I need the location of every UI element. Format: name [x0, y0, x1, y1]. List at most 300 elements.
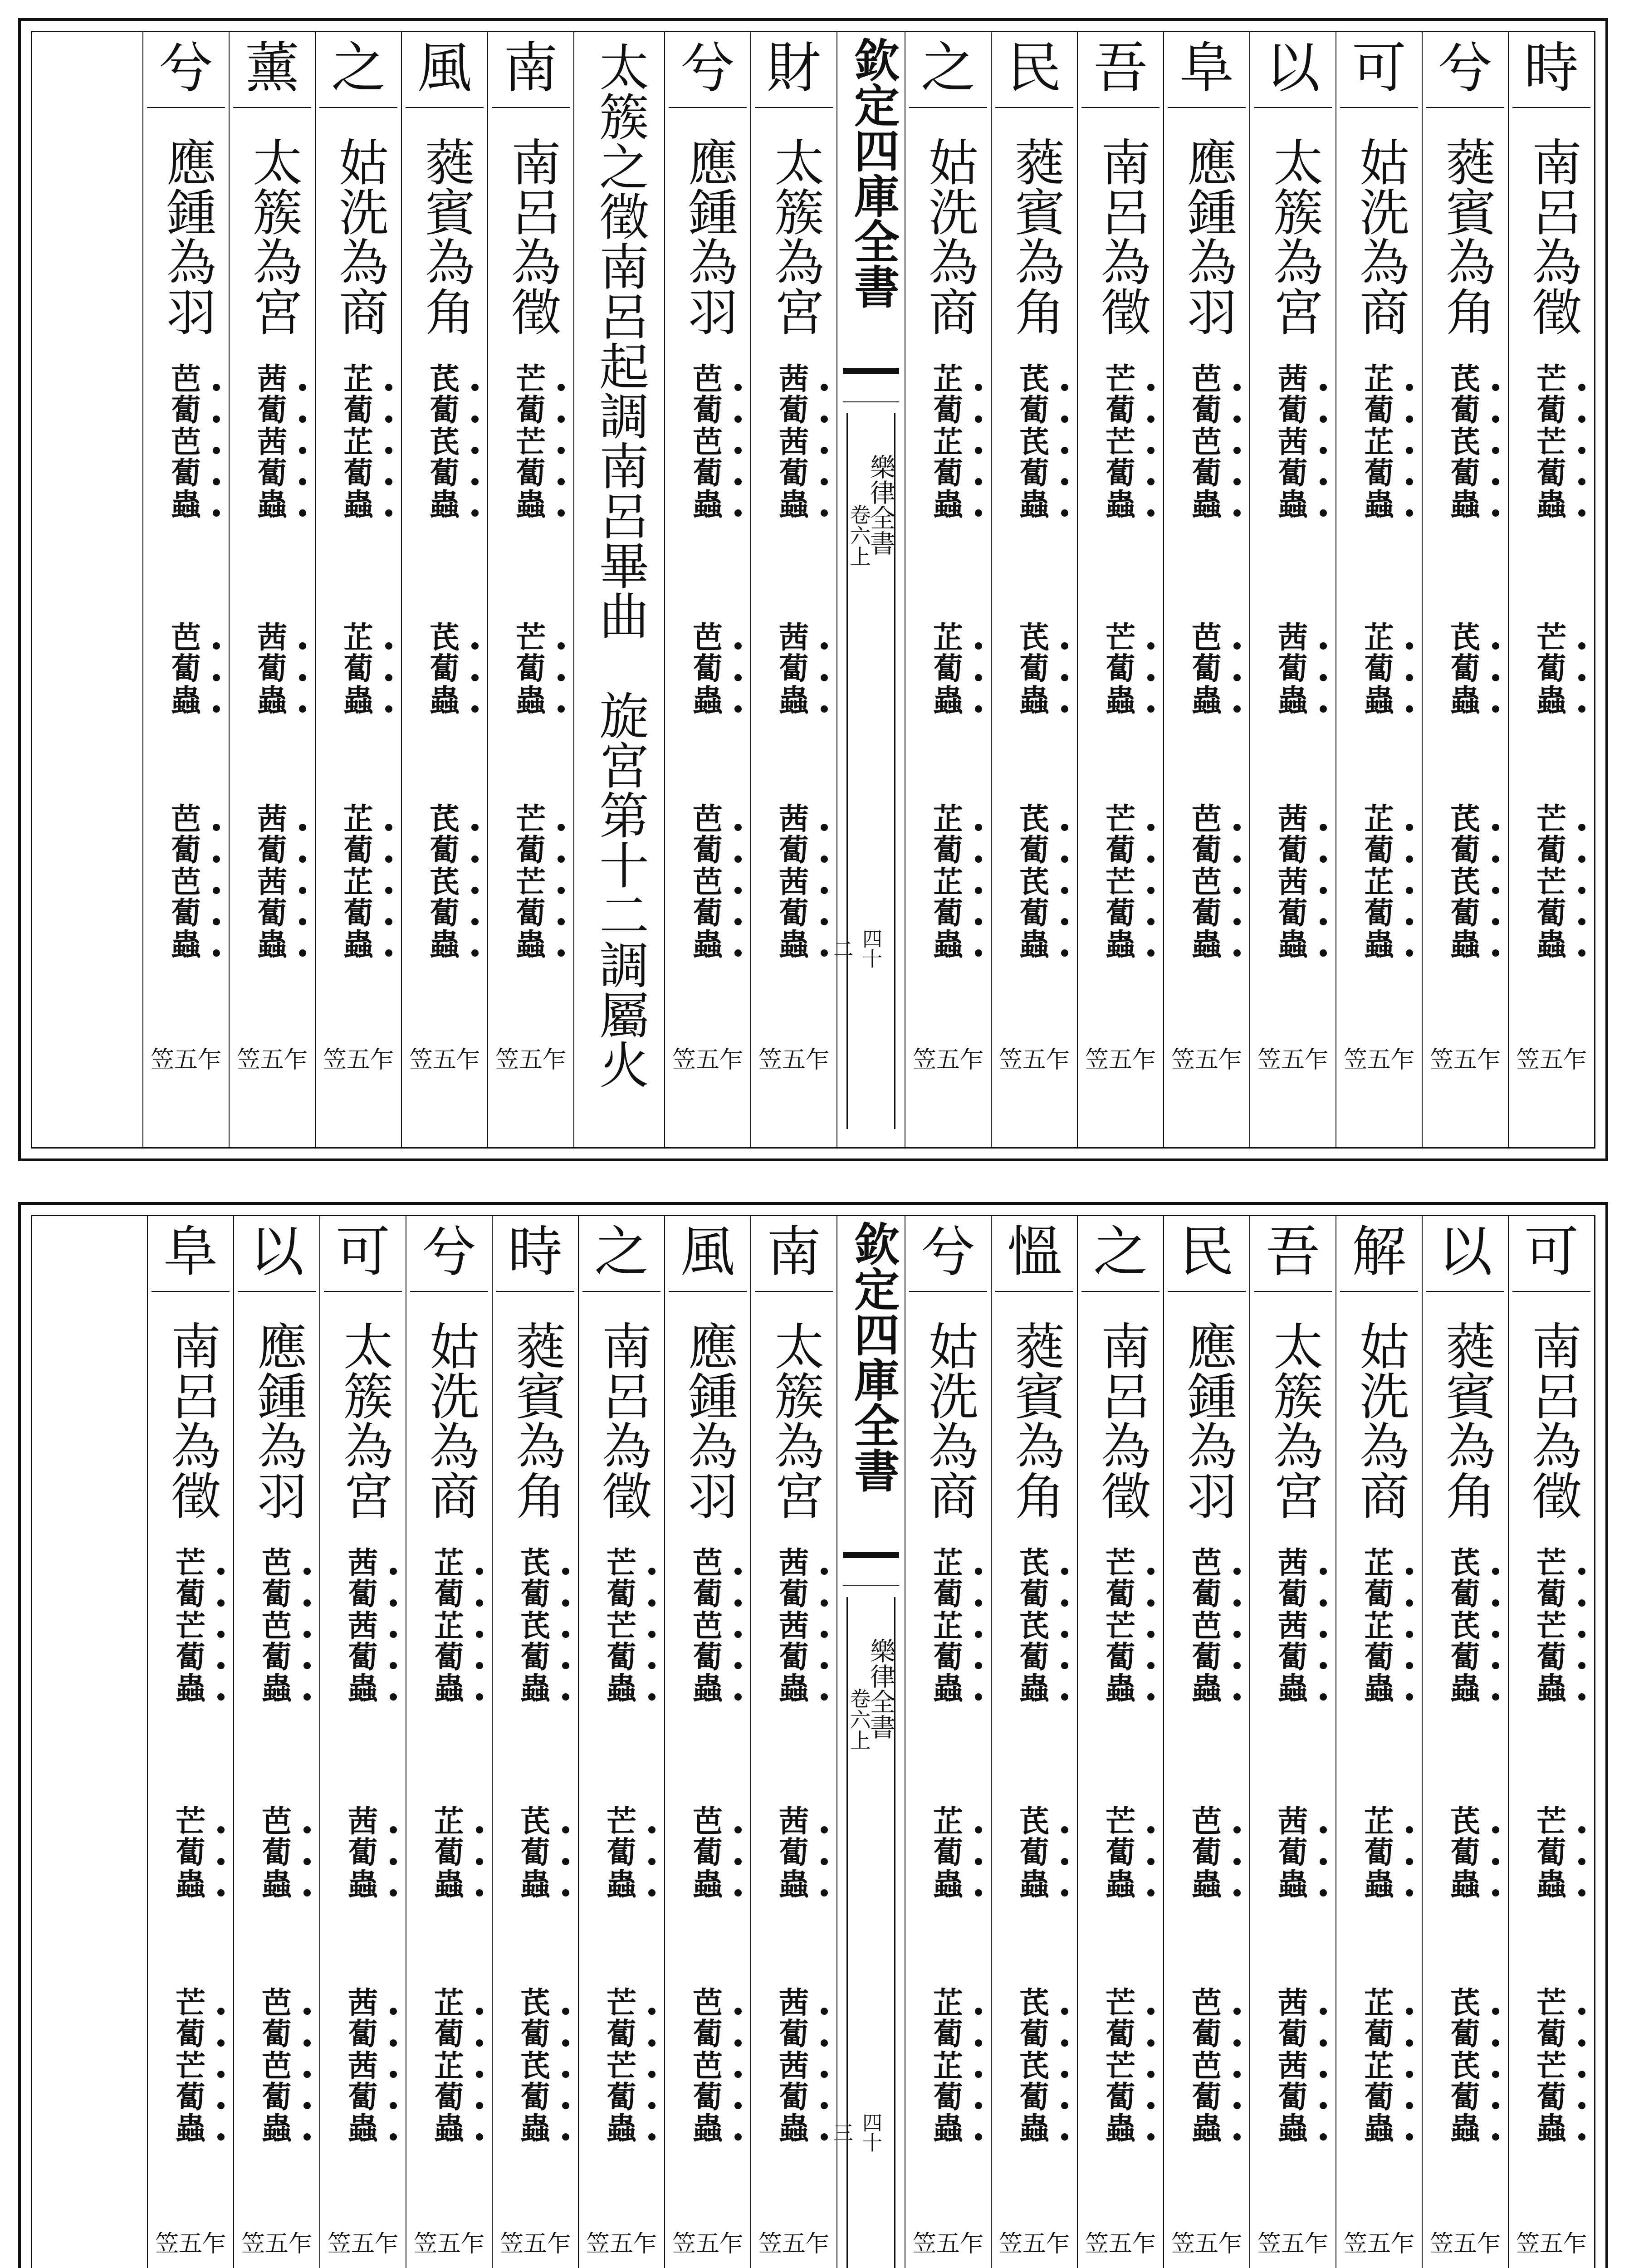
- notation-glyph: 芭: [1180, 1987, 1233, 2019]
- beat-dot: [1492, 642, 1499, 650]
- music-column: [1508, 1216, 1594, 2268]
- notation-glyph: 蔔: [1180, 835, 1233, 866]
- scale-degree-label: 應鍾為羽: [249, 1320, 307, 1520]
- notation-glyph: 蔔: [245, 898, 299, 929]
- music-column: [1163, 1216, 1249, 2268]
- lyric-character: 吾: [1266, 1221, 1320, 1284]
- beat-dot: [975, 1568, 982, 1575]
- beat-dot: [385, 642, 392, 650]
- notation-group: [143, 361, 229, 523]
- beat-dot: [1406, 415, 1413, 423]
- beat-dot: [1492, 1599, 1499, 1607]
- lyric-divider: [582, 1291, 660, 1292]
- notation-glyph: 蟲: [1180, 685, 1233, 716]
- notation-glyph: 蔔: [1180, 395, 1233, 426]
- notation-glyph: 芪: [1008, 866, 1061, 898]
- beat-dot: [471, 705, 479, 713]
- beat-dot: [975, 1599, 982, 1607]
- notation-group: [230, 801, 315, 963]
- notation-group: [320, 1987, 406, 2144]
- beat-dot: [1320, 1568, 1327, 1575]
- beat-dot: [975, 918, 982, 925]
- notation-glyph: 蟲: [1266, 2113, 1320, 2144]
- notation-glyph: 蟲: [1525, 2113, 1578, 2144]
- notation-glyph: 蔔: [1094, 653, 1147, 684]
- notation-group: [1078, 622, 1163, 716]
- notation-glyph: 蔔: [418, 458, 471, 489]
- notation-glyph: 蔔: [1008, 653, 1061, 684]
- notation-glyph: 蔔: [422, 2082, 476, 2113]
- notation-glyph: 蔔: [1525, 835, 1578, 866]
- beat-dot: [471, 447, 479, 454]
- music-column: [1249, 1216, 1336, 2268]
- notation-glyph: 蔔: [1438, 458, 1492, 489]
- music-column: [406, 1216, 492, 2268]
- scale-degree-label: 蕤賓為角: [1438, 1320, 1496, 1520]
- notation-glyph: 蔔: [504, 898, 558, 929]
- beat-dot: [1406, 949, 1413, 957]
- notation-glyph: 蔔: [164, 1579, 217, 1610]
- beat-dot: [1233, 509, 1241, 517]
- notation-glyph: 茜: [1266, 363, 1320, 395]
- beat-dot: [217, 1662, 225, 1669]
- notation-glyph: 蔔: [1525, 1579, 1578, 1610]
- beat-dot: [213, 642, 220, 650]
- lyric-divider: [147, 107, 225, 108]
- lyric-divider: [1081, 1291, 1159, 1292]
- notation-group: [665, 1806, 750, 1900]
- notation-group: [488, 801, 573, 963]
- beat-dot: [1233, 887, 1241, 894]
- notation-glyph: 蔔: [1008, 395, 1061, 426]
- beat-dot: [1492, 415, 1499, 423]
- notation-glyph: 芪: [1008, 803, 1061, 835]
- notation-glyph: 蔔: [159, 395, 213, 426]
- beat-dot: [1578, 918, 1585, 925]
- beat-dot: [1320, 887, 1327, 894]
- beat-dot: [821, 509, 828, 517]
- notation-glyph: 芭: [681, 1547, 734, 1579]
- notation-glyph: 蟲: [1266, 1673, 1320, 1704]
- lyric-divider: [1168, 1291, 1246, 1292]
- notation-glyph: 芭: [681, 803, 734, 835]
- notation-glyph: 茜: [767, 803, 821, 835]
- notation-glyph: 芪: [509, 1547, 562, 1579]
- notation-glyph: 蟲: [767, 1673, 821, 1704]
- notation-glyph: 芒: [1525, 622, 1578, 653]
- notation-glyph: 蔔: [504, 458, 558, 489]
- notation-glyph: 芒: [595, 1610, 648, 1642]
- beat-dot: [390, 1662, 397, 1669]
- notation-glyph: 蟲: [767, 489, 821, 520]
- beat-dot: [1061, 855, 1068, 863]
- notation-glyph: 蟲: [504, 685, 558, 716]
- beat-dot: [390, 1599, 397, 1607]
- beat-dot: [734, 415, 742, 423]
- notation-glyph: 蟲: [1438, 1869, 1492, 1900]
- beat-dot: [975, 1631, 982, 1638]
- music-column: [664, 32, 750, 1147]
- beat-dot: [476, 1631, 483, 1638]
- notation-glyph: 蔔: [1180, 458, 1233, 489]
- lyric-divider: [492, 107, 570, 108]
- beat-dot: [385, 705, 392, 713]
- notation-group: [406, 1806, 492, 1900]
- beat-dot: [975, 2039, 982, 2047]
- notation-group: [1423, 1806, 1508, 1900]
- notation-glyph: 芪: [418, 363, 471, 395]
- notation-glyph: 芷: [422, 1806, 476, 1837]
- beat-dot: [734, 447, 742, 454]
- instrument-notation: 笠五乍: [323, 1046, 394, 1074]
- beat-dot: [821, 1568, 828, 1575]
- lyric-character: 風: [680, 1221, 735, 1284]
- beat-dot: [1061, 1599, 1068, 1607]
- instrument-notation: 笠五乍: [1429, 2230, 1501, 2258]
- notation-glyph: 蟲: [1525, 685, 1578, 716]
- beat-dot: [558, 824, 565, 831]
- notation-glyph: 芭: [681, 866, 734, 898]
- notation-glyph: 茜: [245, 866, 299, 898]
- beat-dot: [1492, 824, 1499, 831]
- lyric-divider: [1340, 107, 1418, 108]
- beat-dot: [1320, 2039, 1327, 2047]
- notation-glyph: 蟲: [595, 1869, 648, 1900]
- notation-glyph: 蟲: [1438, 1673, 1492, 1704]
- instrument-notation: 笠五乍: [758, 2230, 829, 2258]
- notation-glyph: 蟲: [336, 1673, 390, 1704]
- beat-dot: [213, 855, 220, 863]
- notation-glyph: 蟲: [1180, 929, 1233, 960]
- notation-glyph: 蔔: [1266, 898, 1320, 929]
- beat-dot: [1147, 705, 1155, 713]
- notation-group: [1078, 1987, 1163, 2144]
- notation-glyph: 蟲: [159, 929, 213, 960]
- beat-dot: [734, 674, 742, 681]
- notation-glyph: 芒: [1525, 1610, 1578, 1642]
- notation-glyph: 蔔: [504, 395, 558, 426]
- beat-dot: [1147, 1568, 1155, 1575]
- notation-glyph: 芪: [1438, 803, 1492, 835]
- notation-glyph: 蔔: [509, 1837, 562, 1868]
- beat-dot: [1061, 509, 1068, 517]
- lyric-divider: [233, 107, 311, 108]
- notation-glyph: 芷: [1352, 866, 1406, 898]
- beat-dot: [1320, 674, 1327, 681]
- music-column: [147, 1216, 233, 2268]
- beat-dot: [217, 1858, 225, 1865]
- beat-dot: [1492, 918, 1499, 925]
- notation-glyph: 蔔: [767, 1579, 821, 1610]
- notation-glyph: 蔔: [504, 835, 558, 866]
- beat-dot: [975, 2133, 982, 2141]
- beat-dot: [1320, 1599, 1327, 1607]
- notation-glyph: 蔔: [1438, 1837, 1492, 1868]
- notation-glyph: 芒: [504, 803, 558, 835]
- notation-group: [493, 1806, 578, 1900]
- beat-dot: [476, 2133, 483, 2141]
- notation-glyph: 茜: [336, 1547, 390, 1579]
- beat-dot: [734, 1693, 742, 1701]
- notation-glyph: 蔔: [1438, 2082, 1492, 2113]
- beat-dot: [975, 509, 982, 517]
- notation-glyph: 蔔: [1438, 2019, 1492, 2050]
- mode-heading: 太簇之徵南呂起調南呂畢曲 旋宮第十二調屬火: [591, 41, 649, 1089]
- beat-dot: [648, 1568, 656, 1575]
- collection-title: 欽定四庫全書: [846, 1221, 900, 1493]
- scale-degree-label: 蕤賓為角: [1438, 137, 1496, 336]
- notation-group: [579, 1806, 664, 1900]
- beat-dot: [734, 478, 742, 485]
- heading-text-column: [573, 32, 664, 1147]
- beat-dot: [303, 1693, 311, 1701]
- beat-dot: [1406, 509, 1413, 517]
- lyric-divider: [909, 107, 987, 108]
- notation-glyph: 蔔: [1525, 2019, 1578, 2050]
- beat-dot: [1233, 1693, 1241, 1701]
- beat-dot: [1320, 2133, 1327, 2141]
- notation-glyph: 蔔: [767, 898, 821, 929]
- beat-dot: [1147, 1889, 1155, 1897]
- notation-glyph: 蟲: [250, 2113, 303, 2144]
- scale-degree-label: 南呂為徵: [594, 1320, 652, 1520]
- notation-glyph: 蔔: [1438, 1642, 1492, 1673]
- notation-glyph: 蟲: [921, 929, 975, 960]
- notation-glyph: 蔔: [1094, 1579, 1147, 1610]
- notation-glyph: 茜: [336, 1987, 390, 2019]
- notation-glyph: 蔔: [1266, 653, 1320, 684]
- notation-group: [316, 801, 401, 963]
- notation-glyph: 茜: [245, 622, 299, 653]
- beat-dot: [303, 1662, 311, 1669]
- notation-glyph: 蟲: [1094, 1869, 1147, 1900]
- beat-dot: [1406, 447, 1413, 454]
- notation-glyph: 蔔: [1352, 653, 1406, 684]
- notation-glyph: 蟲: [332, 685, 385, 716]
- notation-glyph: 蟲: [921, 685, 975, 716]
- notation-group: [905, 1987, 991, 2144]
- notation-glyph: 蔔: [1094, 835, 1147, 866]
- beat-dot: [476, 1826, 483, 1833]
- instrument-notation: 笠五乍: [586, 2230, 657, 2258]
- scale-degree-label: 姑洗為商: [920, 137, 978, 336]
- beat-dot: [1320, 415, 1327, 423]
- scale-degree-label: 太簇為宮: [1265, 1320, 1323, 1520]
- notation-glyph: 芷: [921, 803, 975, 835]
- beat-dot: [476, 1599, 483, 1607]
- beat-dot: [1578, 415, 1585, 423]
- notation-group: [1336, 801, 1422, 963]
- beat-dot: [1061, 1693, 1068, 1701]
- scale-degree-label: 太簇為宮: [245, 137, 303, 336]
- beat-dot: [558, 642, 565, 650]
- lyric-character: 之: [594, 1221, 649, 1284]
- notation-glyph: 蔔: [1266, 2082, 1320, 2113]
- beat-dot: [975, 1693, 982, 1701]
- beat-dot: [648, 1599, 656, 1607]
- notation-glyph: 芪: [1438, 1547, 1492, 1579]
- notation-glyph: 蔔: [921, 395, 975, 426]
- notation-group: [316, 622, 401, 716]
- beat-dot: [1061, 1568, 1068, 1575]
- notation-glyph: 芷: [1352, 363, 1406, 395]
- notation-group: [1250, 622, 1336, 716]
- notation-glyph: 芪: [509, 2050, 562, 2082]
- notation-glyph: 芭: [681, 1610, 734, 1642]
- notation-glyph: 芒: [1094, 866, 1147, 898]
- beat-dot: [1233, 705, 1241, 713]
- notation-glyph: 蟲: [164, 1869, 217, 1900]
- beat-dot: [648, 1693, 656, 1701]
- beat-dot: [1147, 1858, 1155, 1865]
- beat-dot: [1147, 949, 1155, 957]
- notation-glyph: 蔔: [332, 653, 385, 684]
- beat-dot: [1492, 705, 1499, 713]
- lyric-character: 兮: [1438, 37, 1492, 100]
- beat-dot: [299, 415, 306, 423]
- notation-glyph: 芭: [1180, 1806, 1233, 1837]
- lyric-divider: [410, 1291, 488, 1292]
- lower-columns: [32, 1216, 1594, 2268]
- notation-glyph: 芪: [509, 1610, 562, 1642]
- beat-dot: [558, 705, 565, 713]
- beat-dot: [1492, 1662, 1499, 1669]
- beat-dot: [1492, 384, 1499, 391]
- beat-dot: [975, 949, 982, 957]
- notation-glyph: 蟲: [418, 929, 471, 960]
- notation-glyph: 蔔: [509, 2019, 562, 2050]
- notation-glyph: 蔔: [336, 1579, 390, 1610]
- notation-glyph: 蔔: [1008, 1579, 1061, 1610]
- beat-dot: [1578, 824, 1585, 831]
- beat-dot: [975, 642, 982, 650]
- music-column: [991, 32, 1077, 1147]
- notation-glyph: 芭: [681, 622, 734, 653]
- beat-dot: [1147, 642, 1155, 650]
- notation-glyph: 芒: [1525, 803, 1578, 835]
- notation-glyph: 芒: [1094, 1987, 1147, 2019]
- beat-dot: [734, 1826, 742, 1833]
- notation-glyph: 茜: [767, 2050, 821, 2082]
- lyric-character: 可: [336, 1221, 390, 1284]
- lyric-character: 慍: [1007, 1221, 1062, 1284]
- notation-glyph: 蟲: [1352, 489, 1406, 520]
- beat-dot: [821, 2133, 828, 2141]
- notation-glyph: 蔔: [681, 835, 734, 866]
- notation-glyph: 蔔: [1266, 835, 1320, 866]
- instrument-notation: 笠五乍: [912, 1046, 983, 1074]
- beat-dot: [1147, 478, 1155, 485]
- notation-group: [1336, 1547, 1422, 1704]
- beat-dot: [821, 2008, 828, 2015]
- lyric-character: 時: [1524, 37, 1579, 100]
- notation-glyph: 蟲: [1266, 1869, 1320, 1900]
- beat-dot: [217, 2039, 225, 2047]
- notation-glyph: 蔔: [250, 1642, 303, 1673]
- beat-dot: [471, 887, 479, 894]
- instrument-notation: 笠五乍: [672, 2230, 743, 2258]
- beat-dot: [1320, 478, 1327, 485]
- notation-glyph: 芭: [1180, 1547, 1233, 1579]
- notation-glyph: 蟲: [767, 2113, 821, 2144]
- beat-dot: [1147, 674, 1155, 681]
- instrument-notation: 笠五乍: [499, 2230, 571, 2258]
- notation-glyph: 茜: [767, 622, 821, 653]
- notation-glyph: 蔔: [1352, 835, 1406, 866]
- beat-dot: [558, 674, 565, 681]
- notation-group: [320, 1547, 406, 1704]
- notation-glyph: 蟲: [1352, 2113, 1406, 2144]
- beat-dot: [1320, 824, 1327, 831]
- beat-dot: [1233, 1599, 1241, 1607]
- notation-group: [320, 1806, 406, 1900]
- scale-degree-label: 蕤賓為角: [1007, 137, 1065, 336]
- notation-glyph: 芒: [595, 1987, 648, 2019]
- beat-dot: [562, 2039, 569, 2047]
- beat-dot: [213, 478, 220, 485]
- notation-group: [1078, 361, 1163, 523]
- notation-group: [1423, 1987, 1508, 2144]
- notation-glyph: 芒: [1094, 363, 1147, 395]
- notation-group: [992, 622, 1077, 716]
- notation-glyph: 芭: [159, 866, 213, 898]
- lyric-character: 南: [504, 37, 558, 100]
- instrument-notation: 笠五乍: [1429, 1046, 1501, 1074]
- notation-glyph: 芪: [1438, 1987, 1492, 2019]
- beat-dot: [1492, 1568, 1499, 1575]
- notation-glyph: 芒: [504, 866, 558, 898]
- beat-dot: [1147, 415, 1155, 423]
- notation-glyph: 蔔: [418, 395, 471, 426]
- beat-dot: [734, 1631, 742, 1638]
- notation-glyph: 芭: [250, 1806, 303, 1837]
- beat-dot: [558, 384, 565, 391]
- beat-dot: [1320, 1662, 1327, 1669]
- notation-glyph: 芪: [509, 1987, 562, 2019]
- notation-group: [1509, 361, 1594, 523]
- notation-glyph: 蔔: [1094, 1642, 1147, 1673]
- lyric-character: 之: [1093, 1221, 1148, 1284]
- beat-dot: [1233, 2008, 1241, 2015]
- beat-dot: [1061, 1889, 1068, 1897]
- notation-glyph: 蟲: [1266, 489, 1320, 520]
- beat-dot: [217, 2102, 225, 2109]
- notation-glyph: 蔔: [767, 458, 821, 489]
- notation-glyph: 蟲: [595, 1673, 648, 1704]
- beat-dot: [1147, 384, 1155, 391]
- notation-glyph: 蟲: [336, 1869, 390, 1900]
- beat-dot: [562, 2133, 569, 2141]
- beat-dot: [1147, 2071, 1155, 2078]
- notation-glyph: 蔔: [1266, 395, 1320, 426]
- beat-dot: [385, 674, 392, 681]
- beat-dot: [562, 2071, 569, 2078]
- notation-glyph: 芪: [1008, 1806, 1061, 1837]
- fishtail-ornament: [843, 1552, 899, 1586]
- beat-dot: [1406, 1826, 1413, 1833]
- notation-glyph: 蔔: [1094, 458, 1147, 489]
- beat-dot: [390, 1568, 397, 1575]
- beat-dot: [1320, 447, 1327, 454]
- instrument-notation: 笠五乍: [1343, 2230, 1414, 2258]
- notation-glyph: 蔔: [921, 2019, 975, 2050]
- beat-dot: [1406, 1858, 1413, 1865]
- beat-dot: [734, 2039, 742, 2047]
- beat-dot: [1492, 1889, 1499, 1897]
- beat-dot: [1492, 1693, 1499, 1701]
- notation-group: [406, 1547, 492, 1704]
- beat-dot: [1578, 1826, 1585, 1833]
